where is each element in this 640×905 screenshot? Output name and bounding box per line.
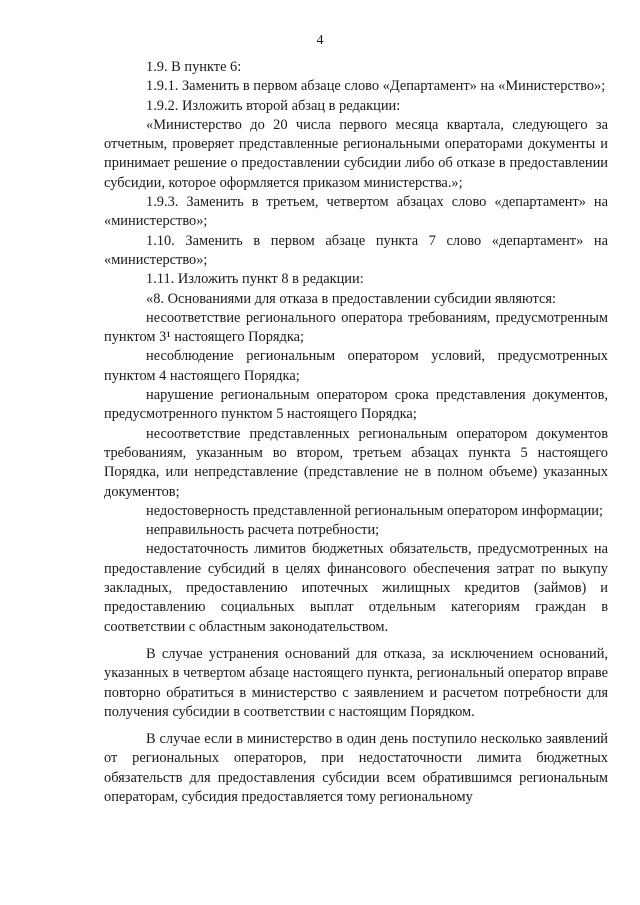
refusal-ground-item: недостаточность лимитов бюджетных обязательств, предусмотренных на предоставление субсидий в целях финансового обеспечения затрат по выкупу закладных, предоставлению ипотечных жилищных кредитов (займов) и предоставлению социальных выплат отдельным категориям граждан в соответствии с областным законодательством. [104, 541, 608, 635]
paragraph-1-9-2: 1.9.2. Изложить второй абзац в редакции: [146, 97, 401, 114]
refusal-grounds-intro: «8. Основаниями для отказа в предоставлении субсидии являются: [146, 290, 556, 307]
refusal-ground-item: недостоверность представленной региональным оператором информации; [146, 502, 603, 519]
paragraph-1-9-3: 1.9.3. Заменить в третьем, четвертом абзацах слово «департамент» на «министерство»; [104, 194, 608, 230]
quoted-ministry-text: «Министерство до 20 числа первого месяца квартала, следующего за отчетным, проверяет представленные региональными операторами документы и принимает решение о предоставлении субсидии либо об отказе в предоставлении субсидии, которое оформляется приказом министерства.»; [104, 116, 608, 191]
resubmission-paragraph: В случае устранения оснований для отказа, за исключением оснований, указанных в четвертом абзаце настоящего пункта, региональный оператор вправе повторно обратиться в министерство с заявлением и расчетом потребности для получения субсидии в соответствии с настоящим Порядком. [104, 645, 608, 720]
multiple-applications-paragraph: В случае если в министерство в один день поступило несколько заявлений от региональных операторов, при недостаточности лимита бюджетных обязательств для предоставления субсидии всем обратившимся региональным операторам, субсидия предоставляется тому региональному [104, 731, 608, 805]
refusal-ground-item: нарушение региональным оператором срока представления документов, предусмотренного пунктом 5 настоящего Порядка; [104, 387, 608, 423]
refusal-ground-item: несоответствие представленных региональным оператором документов требованиям, указанным во втором, третьем абзацах пункта 5 настоящего Порядка, или непредставление (представление не в полном объеме) указанных документов; [104, 425, 608, 500]
refusal-ground-item: неправильность расчета потребности; [146, 522, 380, 539]
page-number: 4 [316, 33, 324, 48]
paragraph-1-10: 1.10. Заменить в первом абзаце пункта 7 слово «департамент» на «министерство»; [104, 232, 608, 268]
refusal-ground-item: несоответствие регионального оператора требованиям, предусмотренным пунктом 3¹ настоящего Порядка; [104, 309, 608, 346]
document-body [104, 58, 608, 807]
paragraph-1-11: 1.11. Изложить пункт 8 в редакции: [146, 271, 364, 288]
refusal-ground-item: несоблюдение региональным оператором условий, предусмотренных пунктом 4 настоящего Порядка; [104, 348, 608, 384]
paragraph-1-9-1: 1.9.1. Заменить в первом абзаце слово «Департамент» на «Министерство»; [146, 78, 606, 95]
paragraph-1-9: 1.9. В пункте 6: [146, 59, 242, 75]
